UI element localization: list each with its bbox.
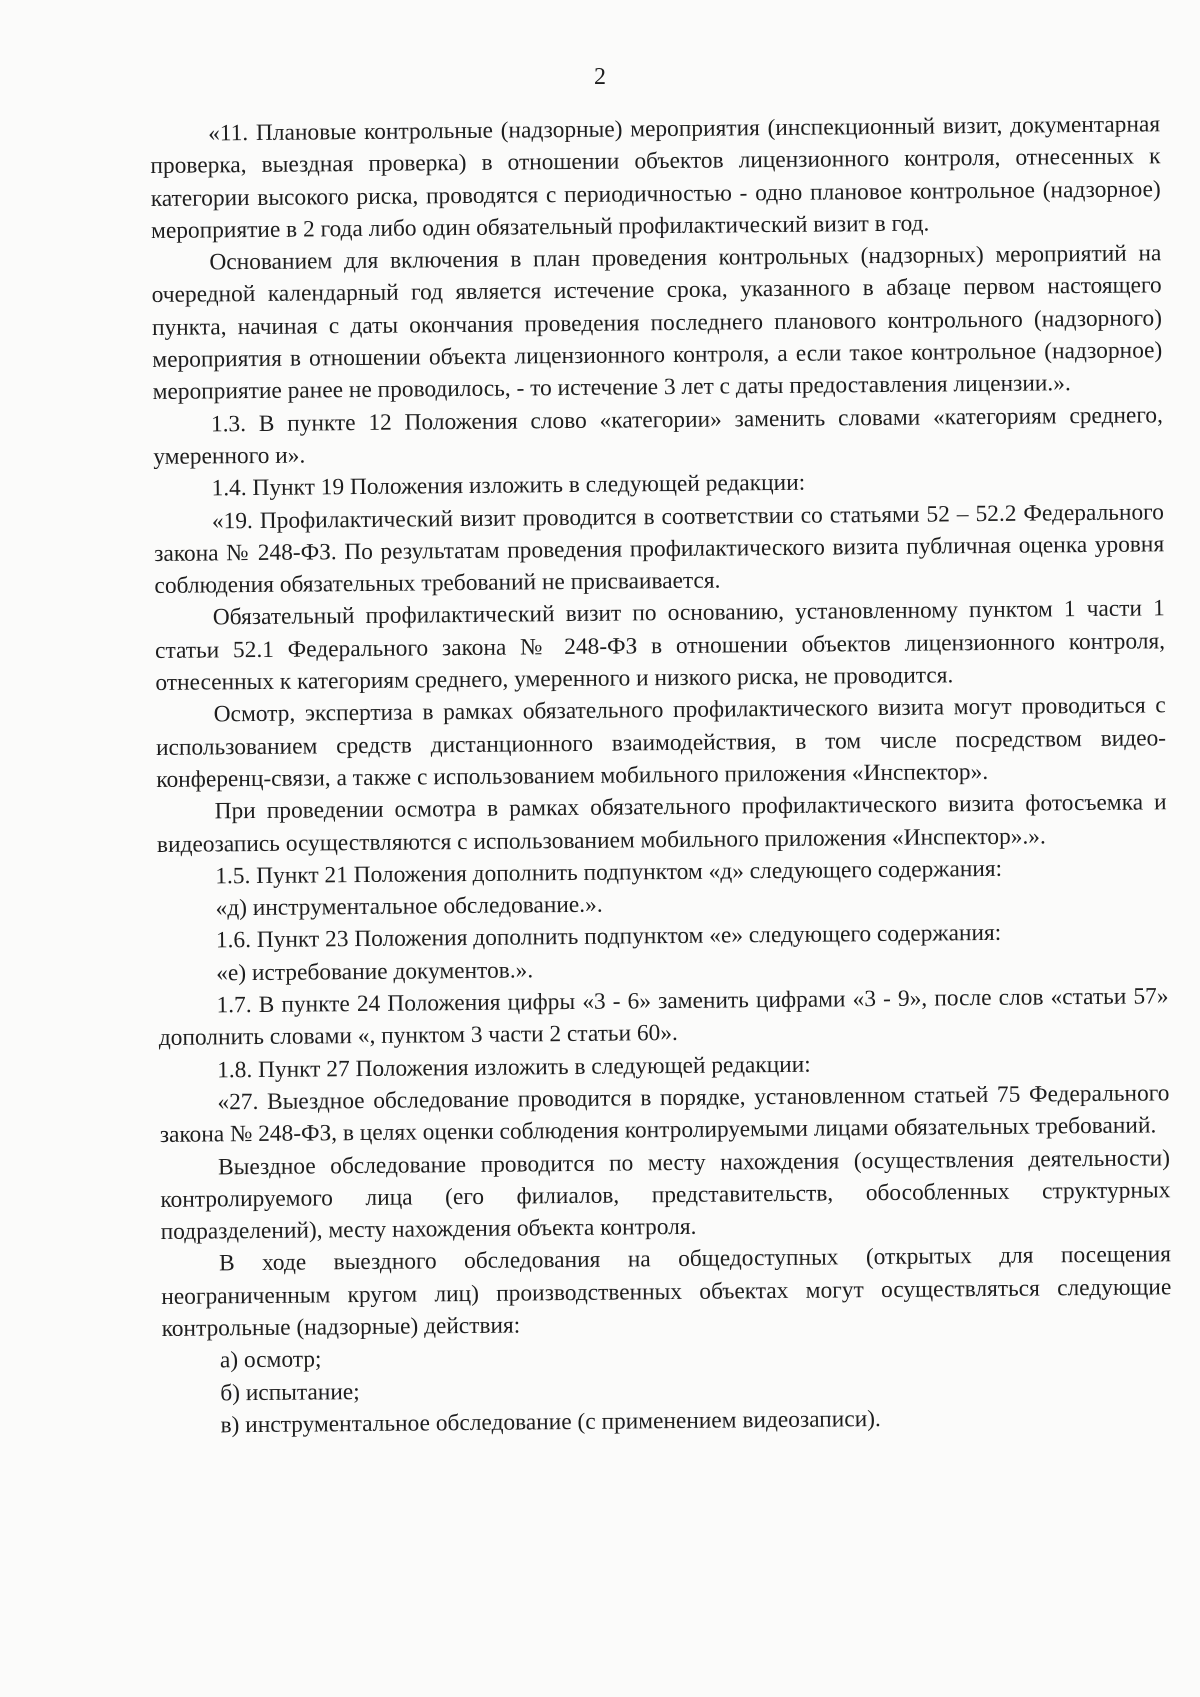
paragraph-11-risk-high: «11. Плановые контрольные (надзорные) мероприятия (инспекционный визит, документарная проверка, выездная проверка) в отношении объектов лицензионного контроля, отнесенных к категории высокого риска, проводятся с периодичностью - одно плановое контрольное (надзорное) мероприятие в 2 года либо один обязательный профилактический визит в год.: [150, 111, 1161, 244]
page-number: 2: [594, 64, 606, 90]
paragraph-1-4: 1.4. Пункт 19 Положения изложить в следующей редакции:: [211, 469, 806, 502]
list-item-c: в) инструментальное обследование (с применением видеозаписи).: [220, 1405, 881, 1439]
paragraph-inspection-remote: Осмотр, экспертиза в рамках обязательного профилактического визита могут проводиться с использованием средств дистанционного взаимодействия, в том числе посредством видео-конференц-связи, а также с использованием мобильного приложения «Инспектор».: [155, 692, 1167, 793]
paragraph-1-8: 1.8. Пункт 27 Положения изложить в следующей редакции:: [217, 1051, 811, 1084]
paragraph-27-field-survey: «27. Выездное обследование проводится в порядке, установленном статьей 75 Федерального закона № 248-ФЗ, в целях оценки соблюдения контролируемыми лицами обязательных требований.: [159, 1080, 1170, 1149]
paragraph-1-3: 1.3. В пункте 12 Положения слово «категории» заменить словами «категориям среднего, умеренного и».: [153, 401, 1164, 470]
list-item-a: а) осмотр;: [219, 1346, 322, 1374]
paragraph-19-preventive-visit: «19. Профилактический визит проводится в соответствии со статьями 52 – 52.2 Федерального закона № 248-ФЗ. По результатам проведения профилактического визита публичная оценка уровня соблюдения обязательных требований не присваивается.: [154, 498, 1165, 600]
paragraph-survey-actions: В ходе выездного обследования на общедоступных (открытых для посещения неограниченным кругом лиц) производственных объектах могут осуществляться следующие контрольные (надзорные) действия:: [161, 1241, 1172, 1342]
paragraph-1-5: 1.5. Пункт 21 Положения дополнить подпунктом «д» следующего содержания:: [215, 855, 1003, 890]
paragraph-1-6: 1.6. Пункт 23 Положения дополнить подпунктом «е» следующего содержания:: [215, 920, 1002, 954]
list-item-b: б) испытание;: [220, 1378, 360, 1406]
paragraph-photo-video: При проведении осмотра в рамках обязательного профилактического визита фотосъемка и видеозапись осуществляются с использованием мобильного приложения «Инспектор».».: [156, 789, 1167, 858]
paragraph-survey-location: Выездное обследование проводится по месту нахождения (осуществления деятельности) контролируемого лица (его филиалов, представительств, обособленных структурных подразделений), месту нахождения объекта контроля.: [160, 1144, 1171, 1246]
paragraph-1-7: 1.7. В пункте 24 Положения цифры «3 - 6» заменить цифрами «3 - 9», после слов «статьи 57» дополнить словами «, пунктом 3 части 2 статьи 60».: [158, 983, 1169, 1052]
paragraph-subitem-d: «д) инструментальное обследование.».: [215, 891, 603, 922]
document-body: [150, 108, 1173, 1442]
paragraph-subitem-e: «е) истребование документов.».: [216, 957, 534, 987]
paragraph-plan-inclusion: Основанием для включения в план проведения контрольных (надзорных) мероприятий на очередной календарный год является истечение срока, указанного в абзаце первом настоящего пункта, начиная с даты окончания проведения последнего планового контрольного (надзорного) мероприятия в отношении объекта лицензионного контроля, а если такое контрольное (надзорное) мероприятие ранее не проводилось, - то истечение 3 лет с даты предоставления лицензии.».: [151, 240, 1163, 406]
paragraph-mandatory-visit: Обязательный профилактический визит по основанию, установленному пунктом 1 части 1 статьи 52.1 Федерального закона № 248-ФЗ в отношении объектов лицензионного контроля, отнесенных к категориям среднего, умеренного и низкого риска, не проводится.: [154, 595, 1166, 697]
